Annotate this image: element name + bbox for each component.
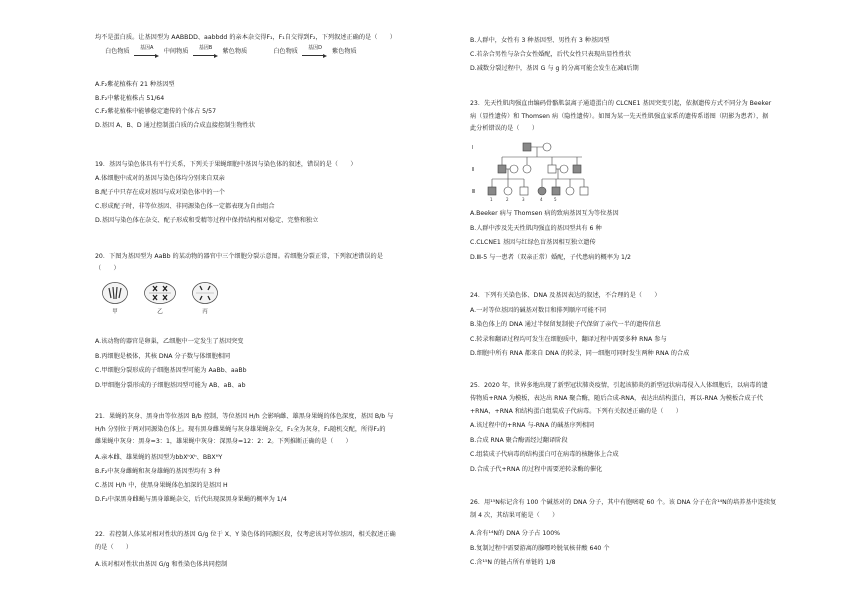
q20-option-a[interactable]: A.该动物的器官是卵巢，乙细胞中一定发生了基因突变 xyxy=(95,338,244,345)
cell-label-yi: 乙 xyxy=(157,309,163,315)
pathway2-start: 白色物质 xyxy=(273,48,298,56)
q25-options xyxy=(470,419,815,477)
q26-stem-2: 制 4 次，其结果可能是（ ） xyxy=(470,512,559,519)
q19-option-c[interactable]: C.形成配子时，非等位基因、非同源染色体一定都表现为自由组合 xyxy=(95,203,275,210)
q23-option-b[interactable]: B.人群中涉及先天性肌肉强直的基因型共有 6 种 xyxy=(470,224,602,232)
q18-stem: 均不是蛋白质。让基因型为 AABBDD、aabbdd 的亲本杂交得F₁，F₁自交得到F₂，下列叙述正确的是（ ） xyxy=(95,34,396,41)
gen-label-2: Ⅱ xyxy=(472,166,475,173)
q21-option-d[interactable]: D.F₂中深黑身雌蝇与黑身雄蝇杂交，后代出现深黑身果蝇的概率为 1/4 xyxy=(95,496,287,503)
question-21 xyxy=(95,411,463,449)
q26-options xyxy=(470,527,815,571)
gene-a-label: 基因A xyxy=(140,45,154,52)
q22-option-c[interactable]: C.若杂合男性与杂合女性婚配，后代女性只表现出显性性状 xyxy=(470,51,631,58)
question-18 xyxy=(95,34,460,57)
question-20 xyxy=(95,251,460,318)
q23-stem-1: 23．先天性肌肉强直由编码骨骼肌氯离子通道蛋白的 CLCNE1 基因突变引起，依据遗传方式不同分为 Beeker xyxy=(470,100,772,107)
pathway1-end: 紫色物质 xyxy=(222,48,248,56)
q20-option-d[interactable]: D.甲细胞分裂形成的子细胞基因型可能为 AB、aB、ab xyxy=(95,381,246,389)
q21-stem-3: 雌果蝇中灰身：黑身=3：1，雄果蝇中灰身：深黑身=12：2：2。下列推断正确的是（ ） xyxy=(95,438,352,445)
gen-label-3: Ⅲ xyxy=(472,188,476,195)
q25-option-d[interactable]: D.合成子代+RNA 的过程中需要逆转录酶的催化 xyxy=(470,465,603,473)
q18-option-d[interactable]: D.基因 A、B、D 通过控制蛋白质的合成直接控制生物性状 xyxy=(95,121,256,129)
q23-stem-2: 病（显性遗传）和 Thomsen 病（隐性遗传）。如图为某一先天性肌强直家系的遗传系谱图（阴影为患者），据 xyxy=(470,112,769,120)
question-22 xyxy=(95,528,463,571)
q20-stem: 20．下图为基因型为 AaBb 的某动物的器官中三个细胞分裂示意图。若细胞分裂正常，下列叙述错误的是 xyxy=(95,253,383,260)
cell-label-jia: 甲 xyxy=(112,309,118,315)
q23-options xyxy=(470,207,815,265)
pathway2-end: 紫色物质 xyxy=(332,48,357,56)
arrow-icon xyxy=(134,47,160,57)
cell-division-diagram xyxy=(101,281,460,318)
q22-stem-1: 22．若控制人体某对相对性状的基因 G/g 位于 X、Y 染色体的同源区段，仅考虑该对等位基因，相关叙述正确 xyxy=(95,531,396,538)
q20-option-c[interactable]: C.甲细胞分裂形成的子细胞基因型可能为 AaBb、aaBb xyxy=(95,367,247,374)
question-23 xyxy=(470,98,815,208)
gen-label-1: Ⅰ xyxy=(472,144,474,151)
q25-stem-3: +RNA，+RNA 和结构蛋白组装成子代病毒。下列有关叙述正确的是（ ） xyxy=(470,407,682,415)
q21-stem-1: 21．果蝇的灰身、黑身由等位基因 B/b 控制，等位基因 H/h 会影响雌、雄黑身果蝇的体色深度，基因 B/b 与 xyxy=(95,413,394,420)
q24-option-a[interactable]: A.一对等位基因的碱基对数目和排列顺序可能不同 xyxy=(470,306,607,314)
q22-option-a[interactable]: A.该对相对性状由基因 G/g 和性染色体共同控制 xyxy=(95,561,228,568)
q22-stem-2: 的是（ ） xyxy=(95,544,133,551)
q24-stem: 24．下列有关染色体、DNA 及基因表达的叙述，不合理的是（ ） xyxy=(470,292,661,299)
pathway1-mid: 中间物质 xyxy=(163,48,189,56)
q26-option-a[interactable]: A.含有¹⁴N的 DNA 分子占 100% xyxy=(470,530,561,537)
q21-option-c[interactable]: C.基因 H/h 中，使黑身果蝇体色加深的是基因 H xyxy=(95,482,228,489)
q22-option-b[interactable]: B.人群中，女性有 3 种基因型、男性有 3 种基因型 xyxy=(470,37,610,44)
q22-options-cont xyxy=(470,34,815,76)
q18-option-c[interactable]: C.F₂紫花植株中能够稳定遗传的个体占 5/57 xyxy=(95,108,216,115)
q26-option-b[interactable]: B.复制过程中需要游离的腺嘌呤脱氧核苷酸 640 个 xyxy=(470,544,610,552)
ind-label-4: 4 xyxy=(540,196,543,202)
ind-label-5: 5 xyxy=(554,196,557,202)
q22-option-d[interactable]: D.减数分裂过程中，基因 G 与 g 的分离可能会发生在减Ⅱ后期 xyxy=(470,65,639,72)
q21-stem-2: H/h 分别位于两对同源染色体上。现有黑身雌果蝇与灰身雄果蝇杂交，F₁全为灰身，F₁随机交配，所得F₂的 xyxy=(95,425,386,433)
q20-stem-cont: （ ） xyxy=(95,265,120,272)
gene-b-label: 基因B xyxy=(198,45,213,52)
q19-option-a[interactable]: A.体细胞中成对的基因与染色体均分别来自双亲 xyxy=(95,175,225,182)
ind-label-2: 2 xyxy=(506,196,509,202)
cell-jia xyxy=(101,281,129,318)
cell-label-bing: 丙 xyxy=(202,309,208,315)
q23-option-a[interactable]: A.Beeker 病与 Thomsen 病的致病基因互为等位基因 xyxy=(470,210,619,217)
arrow-icon xyxy=(302,47,328,57)
q18-option-a[interactable]: A.F₂紫花植株有 21 种基因型 xyxy=(95,81,175,88)
q23-option-d[interactable]: D.Ⅲ-5 与一患者（双亲正常）婚配，子代患病的概率为 1/2 xyxy=(470,253,631,261)
arrow-icon xyxy=(193,47,219,57)
q23-option-c[interactable]: C.CLCNE1 基因与红绿色盲基因相互独立遗传 xyxy=(470,239,596,246)
cell-bing xyxy=(191,281,219,318)
ind-label-3: 3 xyxy=(522,196,525,202)
pathway1-start: 白色物质 xyxy=(105,48,130,56)
q21-option-a[interactable]: A.亲本雌、雄果蝇的基因型为bbXʰXʰ、BBXᴴY xyxy=(95,454,223,461)
q25-stem-2: 传物质+RNA 为模板，表达出 RNA 聚合酶，随后合成-RNA，表达出结构蛋白，再以-RNA 为模板合成子代 xyxy=(470,394,763,402)
q25-option-b[interactable]: B.合成 RNA 聚合酶需经过翻译阶段 xyxy=(470,436,568,444)
q23-stem-3: 此分析错误的是（ ） xyxy=(470,125,539,132)
q19-option-b[interactable]: B.配子中只存在成对基因与成对染色体中的一个 xyxy=(95,189,225,196)
question-26 xyxy=(470,496,815,522)
cell-yi xyxy=(143,281,177,318)
q25-option-c[interactable]: C.组装成子代病毒的结构蛋白可在病毒的核糖体上合成 xyxy=(470,451,619,458)
q21-option-b[interactable]: B.F₂中灰身雌蝇和灰身雄蝇的基因型均有 3 种 xyxy=(95,468,221,475)
question-25 xyxy=(470,380,815,418)
q20-options xyxy=(95,335,460,393)
gene-d-label: 基因D xyxy=(308,45,322,52)
q26-stem-1: 26．用¹⁵N标记含有 100 个碱基对的 DNA 分子，其中有胞嘧啶 60 个。该 DNA 分子在含¹⁴N的培养基中连续复 xyxy=(470,499,777,506)
question-19 xyxy=(95,158,460,228)
q26-option-c[interactable]: C.含¹⁵N 的链占所有单链的 1/8 xyxy=(470,559,556,566)
q18-options xyxy=(95,78,460,132)
q24-option-d[interactable]: D.细胞中所有 RNA 都来自 DNA 的转录，同一细胞可同时发生两种 RNA 的合成 xyxy=(470,350,690,357)
q25-stem-1: 25．2020 年，世界多地出现了新型冠状肺炎疫情，引起该肺炎的新型冠状病毒侵入人体细胞后，以病毒的遗 xyxy=(470,382,768,389)
q18-pathway-diagram xyxy=(105,47,460,57)
ind-label-1: 1 xyxy=(490,196,493,202)
pedigree-chart xyxy=(472,141,815,209)
q19-stem: 19．基因与染色体具有平行关系，下列关于果蝇细胞中基因与染色体的叙述，错误的是（ ） xyxy=(95,161,357,168)
q19-option-d[interactable]: D.基因与染色体在杂交、配子形成和受精等过程中保持结构相对稳定、完整和独立 xyxy=(95,217,319,224)
q25-option-a[interactable]: A.该过程中的+RNA 与-RNA 的碱基序列相同 xyxy=(470,422,595,429)
question-24 xyxy=(470,289,815,362)
q24-option-c[interactable]: C.转录和翻译过程均可发生在细胞质中，翻译过程中需要多种 RNA 参与 xyxy=(470,335,667,343)
q20-option-b[interactable]: B.丙细胞是极体，其核 DNA 分子数与体细胞相同 xyxy=(95,352,231,360)
q18-option-b[interactable]: B.F₂中紫花植株占 51/64 xyxy=(95,94,165,102)
q24-option-b[interactable]: B.染色体上的 DNA 通过半保留复制使子代保留了亲代一半的遗传信息 xyxy=(470,321,661,328)
q21-options xyxy=(95,451,460,507)
